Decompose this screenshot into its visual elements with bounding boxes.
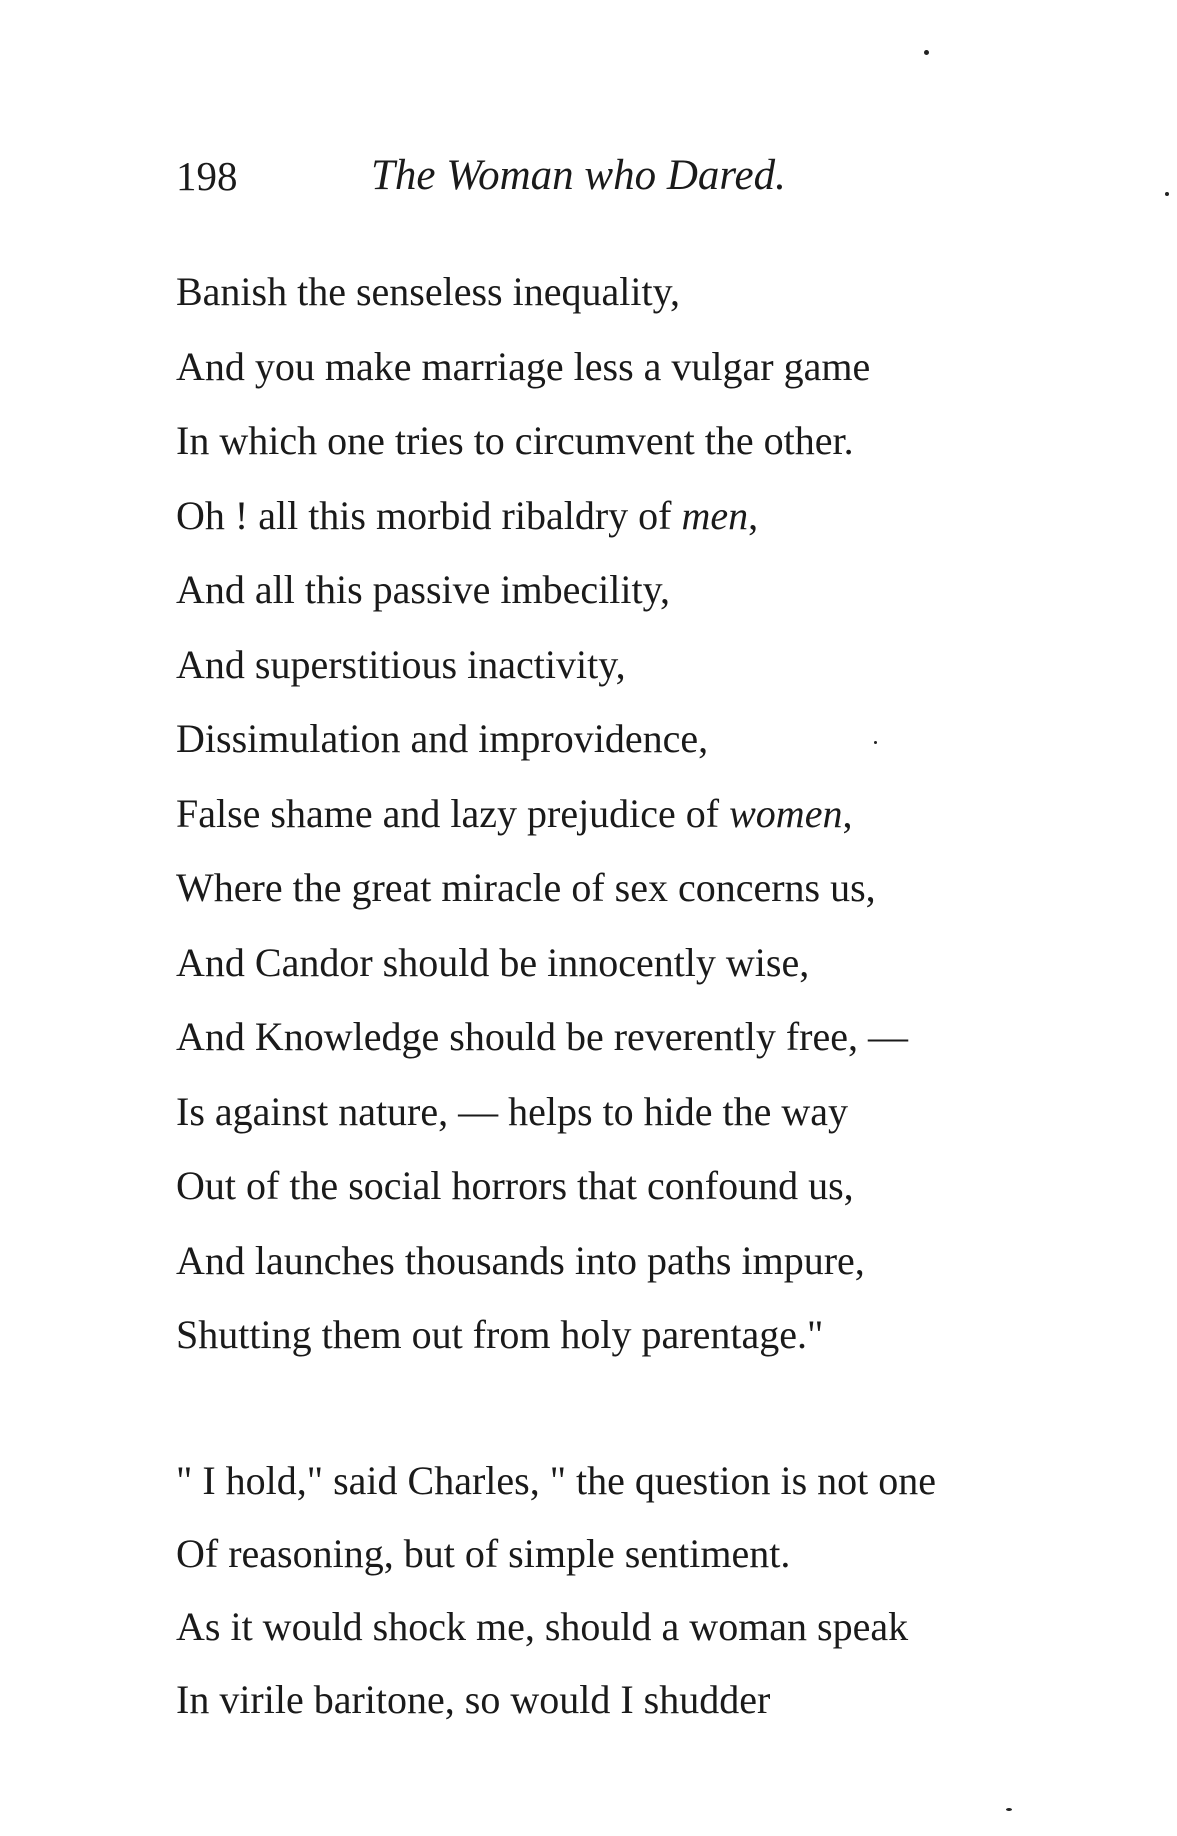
line-text: Oh ! all this morbid ribaldry of bbox=[176, 492, 682, 538]
scan-speck bbox=[924, 50, 929, 55]
poem-line: And Knowledge should be reverently free, — bbox=[176, 1014, 908, 1059]
poem-line: In which one tries to circumvent the other. bbox=[176, 418, 854, 463]
italic-word: women bbox=[729, 790, 843, 836]
poem-line: Is against nature, — helps to hide the way bbox=[176, 1088, 849, 1134]
poem-stanza-2 bbox=[176, 1457, 1076, 1749]
italic-word: men bbox=[681, 492, 749, 538]
running-title: The Woman who Dared. bbox=[371, 152, 786, 199]
poem-line bbox=[176, 790, 1076, 865]
poem-line: " I hold," said Charles, " the question is not one bbox=[176, 1458, 936, 1503]
poem-line: And all this passive imbecility, bbox=[176, 567, 671, 612]
scan-speck bbox=[1165, 192, 1169, 196]
poem-line: Shutting them out from holy parentage." bbox=[176, 1312, 824, 1357]
line-text: , bbox=[748, 492, 759, 538]
poem-line: And superstitious inactivity, bbox=[176, 641, 626, 687]
scan-speck bbox=[1006, 1808, 1012, 1811]
poem-line: Where the great miracle of sex concerns us, bbox=[176, 865, 876, 910]
line-text: , bbox=[842, 790, 853, 836]
poem-line: In virile baritone, so would I shudder bbox=[176, 1677, 771, 1722]
poem-line bbox=[176, 492, 1076, 567]
page-header bbox=[176, 152, 956, 212]
poem-line: Out of the social horrors that confound us, bbox=[176, 1163, 854, 1208]
scan-speck bbox=[874, 741, 877, 744]
line-text: False shame and lazy prejudice of bbox=[176, 790, 730, 836]
page-number: 198 bbox=[176, 153, 238, 199]
poem-line: Of reasoning, but of simple sentiment. bbox=[176, 1531, 791, 1576]
poem-stanza-1 bbox=[176, 268, 1076, 1386]
poem-line: Dissimulation and improvidence, bbox=[176, 716, 709, 761]
poem-line: And you make marriage less a vulgar game bbox=[176, 343, 871, 389]
poem-line: And Candor should be innocently wise, bbox=[176, 939, 810, 985]
poem-line: As it would shock me, should a woman speak bbox=[176, 1604, 909, 1649]
poem-line: And launches thousands into paths impure, bbox=[176, 1237, 865, 1283]
poem-line: Banish the senseless inequality, bbox=[176, 269, 680, 314]
